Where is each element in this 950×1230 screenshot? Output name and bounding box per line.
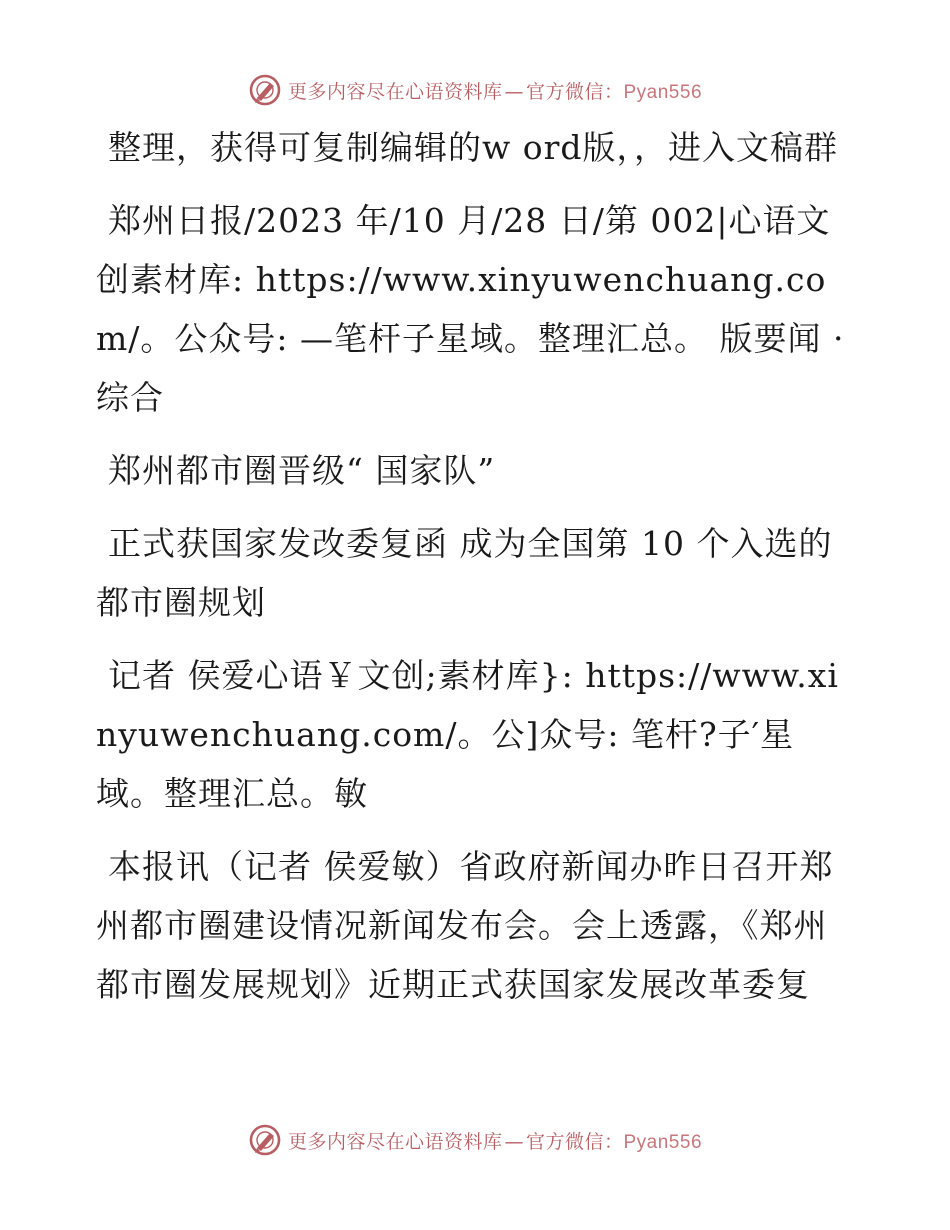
watermark-wechat-id: Pyan556 <box>623 81 703 103</box>
watermark-site: 更多内容尽在心语资料库 <box>287 1130 503 1153</box>
watermark-wechat-label: 官方微信： <box>525 80 624 103</box>
article-byline: 记者 侯爱心语￥文创;素材库}: https://www.xinyuwenchuang.com/。公]众号: 笔杆?子′星域。整理汇总。敏 <box>96 656 839 813</box>
article-body: 本报讯（记者 侯爱敏）省政府新闻办昨日召开郑州都市圈建设情况新闻发布会。会上透露，《郑州都市圈发展规划》近期正式获国家发展改革委复 <box>96 847 834 1004</box>
article-subheadline: 正式获国家发改委复函 成为全国第 10 个入选的都市圈规划 <box>96 524 833 622</box>
paragraph-intro: 整理，获得可复制编辑的w ord版，，进入文稿群 <box>108 128 839 167</box>
watermark-site: 更多内容尽在心语资料库 <box>287 80 503 103</box>
pen-logo-icon <box>248 1123 282 1157</box>
paragraph-source: 郑州日报/2023 年/10 月/28 日/第 002|心语文创素材库: https://www.xinyuwenchuang.com/。公众号: —笔杆子星域。整理汇总。 版要闻 · 综合 <box>96 201 845 417</box>
watermark-header <box>0 68 950 112</box>
watermark-wechat-id: Pyan556 <box>623 1131 703 1153</box>
article-headline: 郑州都市圈晋级“ 国家队” <box>108 451 496 490</box>
watermark-wechat-label: 官方微信： <box>525 1130 624 1153</box>
watermark-text <box>288 77 702 104</box>
watermark-separator: — <box>504 80 524 103</box>
document-body <box>96 118 856 1028</box>
watermark-text <box>288 1127 702 1154</box>
pen-logo-icon <box>248 73 282 107</box>
watermark-separator: — <box>504 1130 524 1153</box>
watermark-footer <box>0 1118 950 1162</box>
